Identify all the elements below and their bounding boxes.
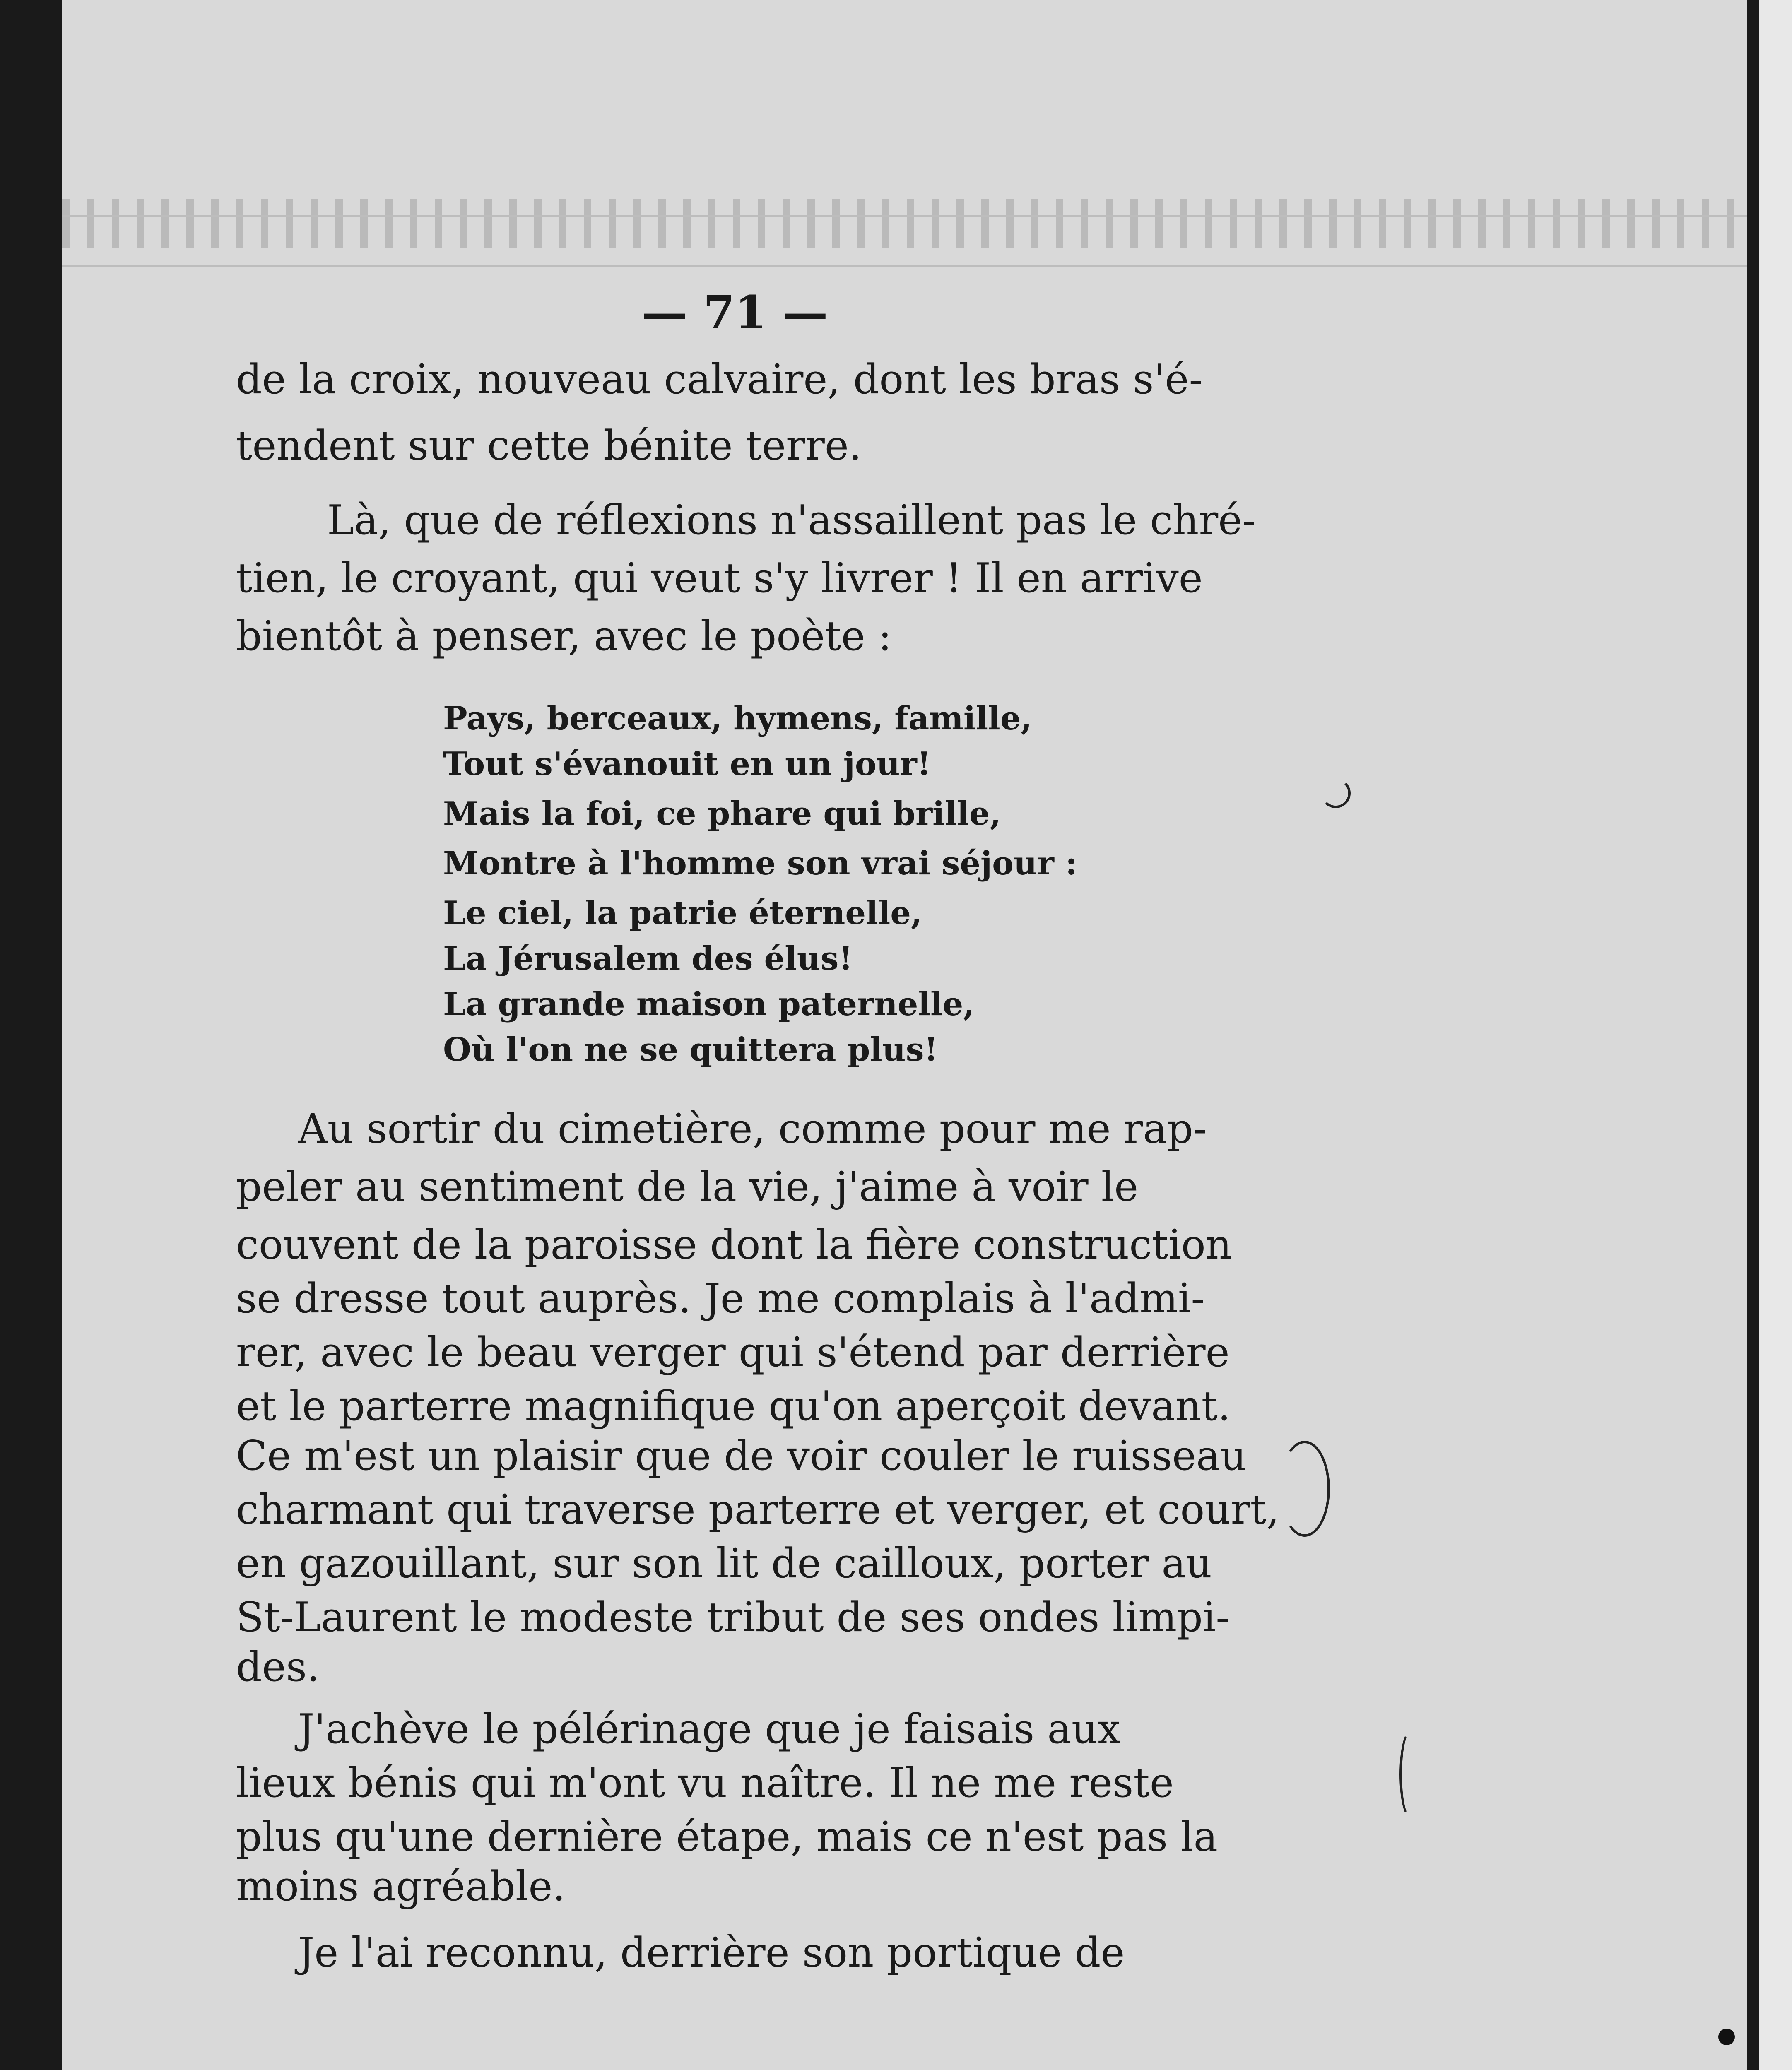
text-line: charmant qui traverse parterre et verger, et court, [236, 1486, 1279, 1533]
ruled-line [62, 265, 1747, 267]
text-line: tendent sur cette bénite terre. [236, 422, 862, 469]
page-edge [1759, 0, 1792, 2070]
poem-line: Montre à l'homme son vrai séjour : [443, 845, 1077, 882]
text-line: rer, avec le beau verger qui s'étend par derrière [236, 1329, 1230, 1376]
text-line: Là, que de réflexions n'assaillent pas le chré- [327, 497, 1256, 544]
text-line: Je l'ai reconnu, derrière son portique de [298, 1929, 1125, 1976]
poem-line: La grande maison paternelle, [443, 985, 975, 1023]
pencil-mark [1279, 1441, 1330, 1537]
torn-top-edge [62, 199, 1747, 248]
text-line: bientôt à penser, avec le poète : [236, 613, 892, 660]
text-line: et le parterre magnifique qu'on aperçoit devant. [236, 1383, 1231, 1430]
ink-dot [1718, 2029, 1735, 2045]
text-line: Ce m'est un plaisir que de voir couler le ruisseau [236, 1432, 1247, 1480]
text-line: St-Laurent le modeste tribut de ses ondes limpi- [236, 1594, 1230, 1641]
text-line: tien, le croyant, qui veut s'y livrer ! Il en arrive [236, 555, 1203, 602]
page-number: — 71 — [642, 286, 828, 339]
text-line: plus qu'une dernière étape, mais ce n'est pas la [236, 1813, 1218, 1861]
text-line: en gazouillant, sur son lit de cailloux, porter au [236, 1540, 1212, 1587]
poem-line: Tout s'évanouit en un jour! [443, 745, 931, 783]
text-line: couvent de la paroisse dont la fière construction [236, 1221, 1232, 1268]
text-line: des. [236, 1644, 320, 1691]
text-line: moins agréable. [236, 1863, 566, 1910]
text-line: Au sortir du cimetière, comme pour me rap- [298, 1105, 1207, 1153]
pencil-mark [1399, 1731, 1421, 1818]
poem-line: Mais la foi, ce phare qui brille, [443, 795, 1001, 833]
poem-line: La Jérusalem des élus! [443, 940, 853, 977]
pencil-mark [1321, 778, 1351, 808]
ruled-line [62, 215, 1747, 217]
book-page [62, 0, 1747, 2070]
text-line: de la croix, nouveau calvaire, dont les bras s'é- [236, 356, 1203, 403]
text-line: lieux bénis qui m'ont vu naître. Il ne me reste [236, 1760, 1174, 1807]
poem-line: Où l'on ne se quittera plus! [443, 1031, 938, 1069]
text-line: J'achève le pélérinage que je faisais aux [298, 1706, 1121, 1753]
poem-line: Pays, berceaux, hymens, famille, [443, 700, 1032, 737]
text-line: se dresse tout auprès. Je me complais à l'admi- [236, 1275, 1205, 1322]
poem-line: Le ciel, la patrie éternelle, [443, 894, 922, 932]
text-line: peler au sentiment de la vie, j'aime à voir le [236, 1163, 1139, 1211]
